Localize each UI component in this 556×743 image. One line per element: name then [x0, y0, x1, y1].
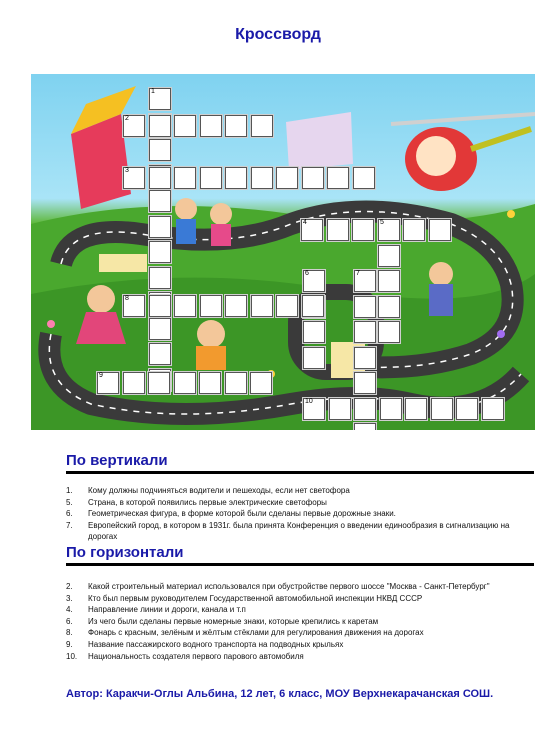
crossword-cell[interactable]	[353, 167, 375, 189]
crossword-cell[interactable]	[431, 398, 453, 420]
crossword-cell[interactable]	[378, 321, 400, 343]
horizontal-clue	[66, 616, 536, 628]
horizontal-clue	[66, 581, 536, 593]
clue-number: 1.	[66, 486, 73, 495]
crossword-cell[interactable]	[482, 398, 504, 420]
crossword-cell[interactable]	[148, 372, 170, 394]
crossword-cell[interactable]	[354, 321, 376, 343]
crossword-cell[interactable]	[352, 219, 374, 241]
clue-number: 10.	[66, 651, 78, 661]
crossword-cell[interactable]	[250, 372, 272, 394]
horizontal-clue-list	[66, 581, 536, 662]
crossword-cell[interactable]	[174, 115, 196, 137]
clue-number: 3.	[66, 593, 73, 603]
crossword-cell[interactable]	[380, 398, 402, 420]
clue-text: Национальность создателя первого парового автомобиля	[88, 651, 304, 661]
crossword-cell[interactable]	[251, 295, 273, 317]
clue-number: 4.	[66, 605, 73, 615]
crossword-cell[interactable]	[199, 372, 221, 394]
vertical-heading: По вертикали	[66, 452, 168, 469]
clue-number: 2.	[66, 582, 73, 591]
vertical-clue	[66, 520, 536, 543]
crossword-cell[interactable]	[225, 167, 247, 189]
crossword-cell[interactable]	[302, 295, 324, 317]
clue-number-label: 9	[99, 372, 103, 379]
clue-text: Какой строительный материал использовался при обустройстве первого шоссе "Москва - Санкт-Петербург"	[88, 582, 490, 591]
vertical-clue	[66, 485, 536, 497]
crossword-cell[interactable]	[123, 372, 145, 394]
crossword-cell[interactable]	[378, 245, 400, 267]
vertical-divider	[66, 471, 534, 474]
crossword-cell[interactable]	[276, 295, 298, 317]
clue-number: 7.	[66, 520, 73, 530]
crossword-cell[interactable]	[403, 219, 425, 241]
crossword-cell[interactable]	[225, 295, 247, 317]
crossword-cell[interactable]	[378, 270, 400, 292]
clue-number-label: 1	[151, 88, 155, 95]
crossword-cell[interactable]	[149, 241, 171, 263]
crossword-cell[interactable]	[200, 167, 222, 189]
crossword-cell[interactable]	[225, 372, 247, 394]
crossword-cell[interactable]	[149, 190, 171, 212]
crossword-cell[interactable]	[354, 296, 376, 318]
clue-text: Кто был первым руководителем Государственной автомобильной инспекции НКВД СССР	[88, 593, 423, 603]
vertical-clue	[66, 508, 536, 520]
page-title: Кроссворд	[235, 26, 321, 43]
crossword-illustration	[31, 74, 535, 430]
clue-number: 8.	[66, 628, 73, 638]
crossword-cell[interactable]	[149, 295, 171, 317]
clue-number: 6.	[66, 616, 73, 626]
crossword-cell[interactable]	[327, 219, 349, 241]
clue-text: Геометрическая фигура, в форме которой были сделаны первые дорожные знаки.	[88, 509, 396, 519]
crossword-cell[interactable]	[456, 398, 478, 420]
crossword-cell[interactable]	[327, 167, 349, 189]
clue-number-label: 4	[303, 219, 307, 226]
crossword-cell[interactable]	[276, 167, 298, 189]
crossword-cell[interactable]	[429, 219, 451, 241]
crossword-cell[interactable]	[225, 115, 247, 137]
crossword-cell[interactable]	[174, 167, 196, 189]
crossword-cell[interactable]	[405, 398, 427, 420]
horizontal-clue	[66, 639, 536, 651]
crossword-cell[interactable]	[354, 398, 376, 420]
clue-text: Кому должны подчиняться водители и пешеходы, если нет светофора	[88, 486, 350, 495]
crossword-cell[interactable]	[174, 372, 196, 394]
horizontal-clue	[66, 604, 536, 616]
crossword-cell[interactable]	[354, 372, 376, 394]
crossword-cell[interactable]	[329, 398, 351, 420]
clue-text: Европейский город, в котором в 1931г. была принята Конференция о введении единообразия в сигнализацию на дорогах	[88, 520, 510, 542]
clue-number-label: 2	[125, 115, 129, 122]
clue-text: Фонарь с красным, зелёным и жёлтым стёклами для регулирования движения на дорогах	[88, 628, 424, 638]
clue-number-label: 7	[356, 270, 360, 277]
horizontal-divider	[66, 563, 534, 566]
clue-text: Из чего были сделаны первые номерные знаки, которые крепились к каретам	[88, 616, 379, 626]
horizontal-clue	[66, 651, 536, 663]
crossword-cell[interactable]	[149, 139, 171, 161]
crossword-cell[interactable]	[303, 321, 325, 343]
author-credit: Автор: Каракчи-Оглы Альбина, 12 лет, 6 класс, МОУ Верхнекарачанская СОШ.	[66, 688, 494, 700]
crossword-cell[interactable]	[378, 296, 400, 318]
clue-number-label: 3	[125, 167, 129, 174]
horizontal-clue	[66, 593, 536, 605]
horizontal-clue	[66, 627, 536, 639]
crossword-cell[interactable]	[200, 115, 222, 137]
crossword-cell[interactable]	[200, 295, 222, 317]
crossword-cell[interactable]	[251, 167, 273, 189]
crossword-cell[interactable]	[302, 167, 324, 189]
clue-number: 6.	[66, 509, 73, 519]
clue-number: 9.	[66, 639, 73, 649]
clue-number-label: 6	[305, 270, 309, 277]
clue-text: Название пассажирского водного транспорта на подводных крыльях	[88, 639, 344, 649]
crossword-cell[interactable]	[303, 347, 325, 369]
crossword-cell[interactable]	[149, 318, 171, 340]
crossword-cell[interactable]	[174, 295, 196, 317]
clue-number-label: 10	[305, 398, 313, 405]
vertical-clue-list	[66, 485, 536, 543]
crossword-cell[interactable]	[251, 115, 273, 137]
crossword-cell[interactable]	[149, 343, 171, 365]
clue-number-label: 8	[125, 295, 129, 302]
crossword-cell[interactable]	[149, 167, 171, 189]
horizontal-heading: По горизонтали	[66, 544, 184, 561]
clue-number: 5.	[66, 497, 73, 507]
crossword-cell[interactable]	[149, 115, 171, 137]
clue-text: Страна, в которой появились первые электрические светофоры	[88, 497, 327, 507]
crossword-cell[interactable]	[149, 216, 171, 238]
vertical-clue	[66, 497, 536, 509]
crossword-cell[interactable]	[149, 267, 171, 289]
clue-text: Направление линии и дороги, канала и т.п	[88, 605, 246, 615]
clue-number-label: 5	[380, 219, 384, 226]
crossword-cell[interactable]	[354, 347, 376, 369]
crossword-cell[interactable]	[354, 423, 376, 430]
